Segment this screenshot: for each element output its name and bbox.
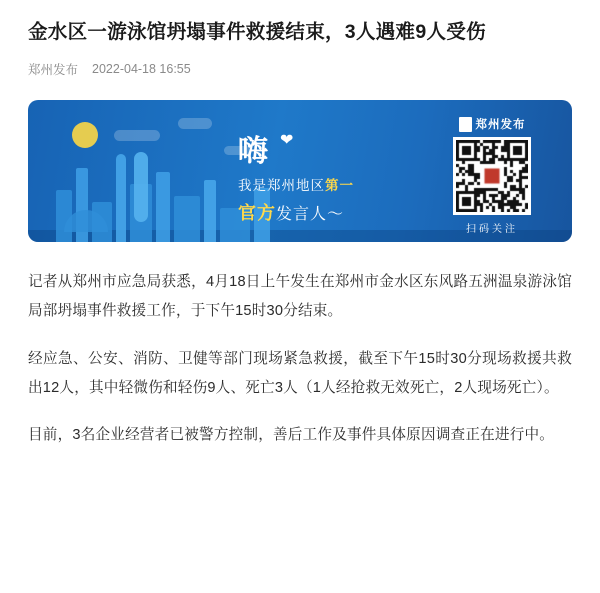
heart-icon: ❤: [280, 132, 294, 150]
article-source: 郑州发布: [28, 63, 79, 78]
cloud-icon: [178, 118, 212, 129]
banner-line3-highlight: 官方: [238, 203, 276, 224]
corn-tower-icon: [134, 152, 148, 222]
banner-line3-suffix: 发言人～: [276, 206, 345, 224]
article-paragraph: 目前，3名企业经营者已被警方控制，善后工作及事件具体原因调查正在进行中。: [28, 427, 555, 444]
article-body: [28, 268, 572, 450]
banner-line2-prefix: 我是郑州地区: [238, 178, 325, 194]
qr-code[interactable]: [453, 137, 531, 215]
banner-greeting: 嗨: [238, 135, 270, 169]
banner-line2-highlight: 第一: [325, 178, 354, 194]
qr-block[interactable]: [438, 116, 546, 235]
article-paragraph: 经应急、公安、消防、卫健等部门现场紧急救援，截至下午15时30分现场救援共救出12人，其中轻微伤和轻伤9人、死亡3人（1人经抢救无效死亡，2人现场死亡）。: [28, 350, 572, 396]
logo-mark-icon: [459, 117, 472, 132]
banner-line-3: [238, 199, 354, 225]
article-paragraph: 记者从郑州市应急局获悉，4月18日上午发生在郑州市金水区东风路五洲温泉游泳馆局部坍塌事件救援工作，于下午15时30分结束。: [28, 274, 572, 320]
promo-banner[interactable]: [28, 100, 572, 242]
qr-caption: 扫码关注: [466, 224, 518, 236]
publisher-logo: [438, 116, 546, 132]
article-meta: [28, 60, 572, 78]
publisher-logo-text: 郑州发布: [475, 119, 526, 132]
article-timestamp: 2022-04-18 16:55: [92, 62, 191, 77]
qr-code-canvas: [456, 140, 528, 212]
banner-slogan: [238, 126, 354, 225]
banner-line-2: [238, 174, 354, 194]
page-title: 金水区一游泳馆坍塌事件救援结束，3人遇难9人受伤: [28, 21, 486, 43]
